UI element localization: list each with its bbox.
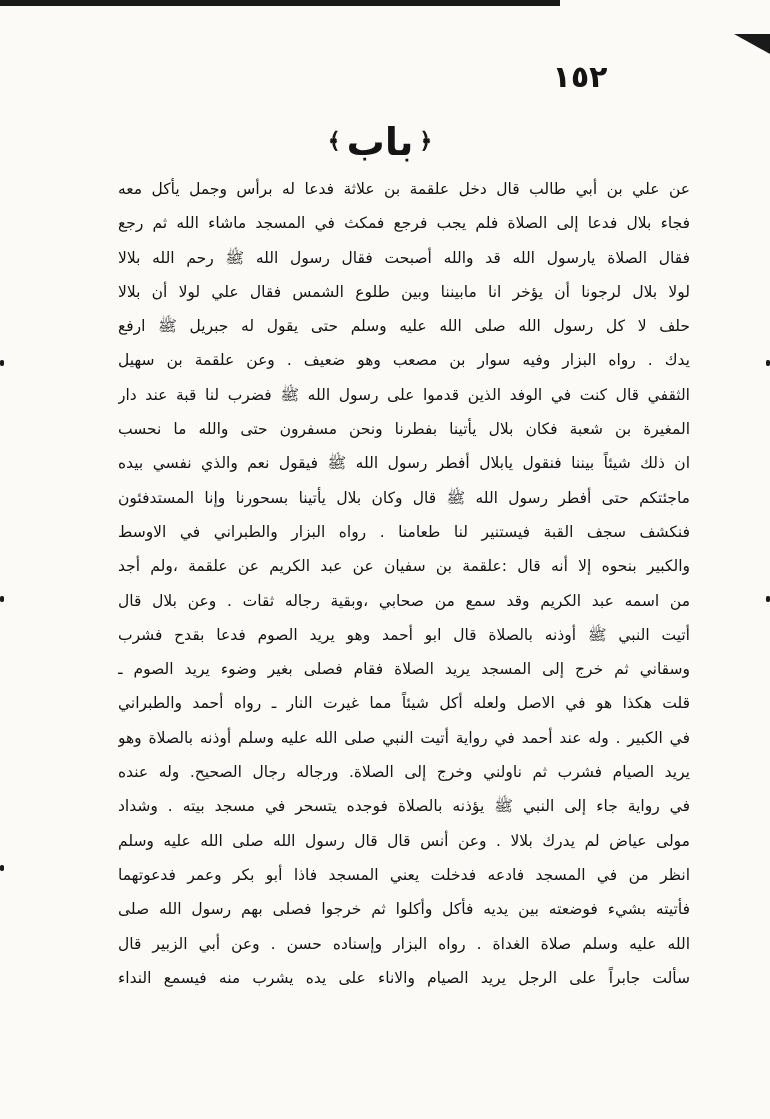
edge-dot-right-2 (766, 596, 770, 602)
edge-dot-right-1 (766, 360, 770, 366)
text-line: ماجئتكم حتى أفطر رسول الله ﷺ قال وكان بلال يأتينا بسحورنا وإنا المستدفئون (118, 488, 690, 507)
text-line: المغيرة بن شعبة فكان بلال يأتينا بفطرنا ونحن مسفرون حتى والله ما نحسب (118, 420, 690, 439)
text-line: فقال الصلاة يارسول الله قد والله أصبحت فقال رسول الله ﷺ رحم الله بلالا (118, 248, 690, 267)
body-text (118, 172, 690, 995)
text-line: انظر من في المسجد فادعه فدخلت يعني المسجد فاذا أبو بكر وعمر فدعوتهما (118, 865, 690, 884)
text-line: في رواية جاء إلى النبي ﷺ يؤذنه بالصلاة فوجده يتسحر في مسجد بيته . وشداد (118, 797, 690, 816)
edge-dot-left-3 (0, 865, 4, 871)
text-line: مولى عياض لم يدرك بلالا . وعن أنس قال قال رسول الله صلى الله عليه وسلم (118, 831, 690, 850)
text-line: يريد الصيام فشرب ثم ناولني وخرج إلى الصلاة. ورجاله رجال الصحيح. وله عنده (118, 763, 690, 782)
text-line: الله عليه وسلم صلاة الغداة . رواه البزار وإسناده حسن . وعن أبي الزبير قال (118, 934, 690, 953)
text-line: الثقفي قال كنت في الوفد الذين قدموا على رسول الله ﷺ فضرب لنا قبة عند دار (118, 385, 690, 404)
text-line: وسقاني ثم خرج إلى المسجد يريد الصلاة فقام فصلى بغير وضوء يريد الصوم ـ (118, 660, 690, 679)
text-line: عن علي بن أبي طالب قال دخل علقمة بن علاثة فدعا له برأس وجمل يأكل معه (118, 180, 690, 198)
text-line: قلت هكذا هو في الاصل ولعله أكل شيئاً مما غيرت النار ـ رواه أحمد والطبراني (118, 694, 690, 713)
text-line: أتيت النبي ﷺ أوذنه بالصلاة قال ابو أحمد وهو يريد الصوم فدعا بقدح فشرب (118, 625, 690, 644)
heading-ornament-left: ﴾ (327, 129, 341, 154)
heading-ornament-right: ﴿ (419, 129, 433, 154)
text-line: من اسمه عبد الكريم وقد سمع من صحابي ،وبقية رجاله ثقات . وعن بلال قال (118, 591, 690, 610)
top-rule (0, 0, 560, 6)
text-line: فأتيته بشيء فوضعته بين يديه فأكل وأكلوا ثم خرجوا فصلى بهم رسول الله صلى (118, 900, 690, 919)
text-line: في الكبير . وله عند أحمد في رواية أتيت النبي صلى الله عليه وسلم أوذنه بالصلاة وهو (118, 728, 690, 747)
text-line: ان ذلك شيئاً بيننا فنقول يابلال أفطر رسول الله ﷺ فيقول نعم والذي نفسي بيده (118, 454, 690, 473)
text-line: والكبير بنحوه إلا أنه قال :علقمة بن سفيان عن عبد الكريم عن علقمة ،ولم أجد (118, 557, 690, 576)
chapter-heading-title: باب (346, 120, 414, 164)
corner-triangle-mark (734, 34, 770, 70)
text-line: فنكشف سجف القبة فيستنير لنا طعامنا . رواه البزار والطبراني في الاوسط (118, 522, 690, 541)
text-line: حلف لا كل رسول الله صلى الله عليه وسلم حتى يقول له جبريل ﷺ ارفع (118, 317, 690, 336)
edge-dot-left-1 (0, 360, 4, 366)
text-line: لولا بلال لرجونا أن يؤخر انا مابيننا وبين طلوع الشمس فقال علي لولا أن بلالا (118, 282, 690, 301)
chapter-heading (285, 118, 475, 166)
text-line: سألت جابراً على الرجل يريد الصيام والاناء على يده يشرب منه فيسمع النداء (118, 968, 690, 987)
text-line: يدك . رواه البزار وفيه سوار بن مصعب وهو ضعيف . وعن علقمة بن سهيل (118, 351, 690, 370)
page-number: ١٥٢ (552, 60, 608, 95)
edge-dot-left-2 (0, 596, 4, 602)
text-line: فجاء بلال فدعا إلى الصلاة فلم يجب فرجع فمكث في المسجد ماشاء الله ثم رجع (118, 214, 690, 233)
